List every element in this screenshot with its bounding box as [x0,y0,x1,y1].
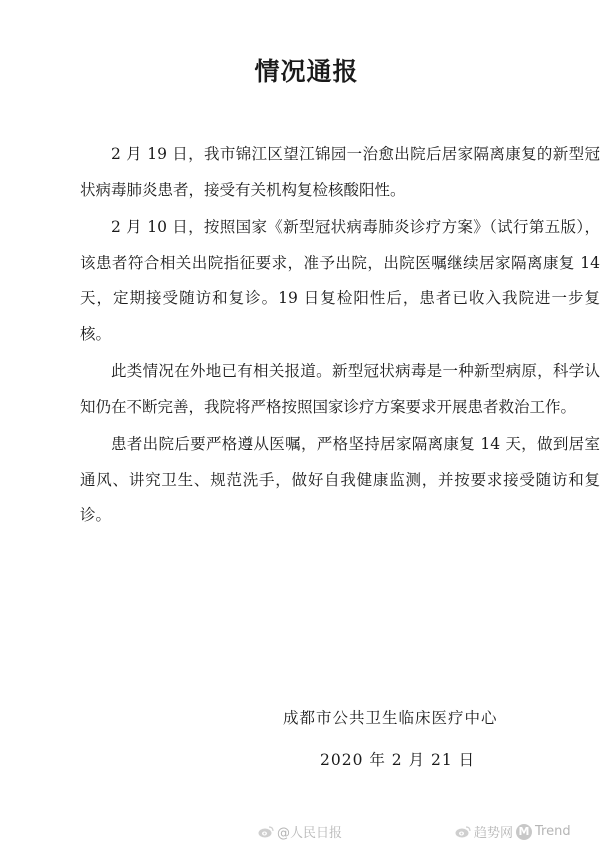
watermark-right [455,822,571,841]
watermark-left-text: @人民日报 [277,826,343,841]
paragraph-4: 患者出院后要严格遵从医嘱，严格坚持居家隔离康复 14 天，做到居室通风、讲究卫生、规范洗手，做好自我健康监测，并按要求接受随访和复诊。 [80,435,600,524]
paragraph-2: 2 月 10 日，按照国家《新型冠状病毒肺炎诊疗方案》（试行第五版），该患者符合相关出院指征要求，准予出院，出院医嘱继续居家隔离康复 14 天，定期接受随访和复诊。19 日复检阳性后，患者已收入我院进一步复核。 [80,218,600,343]
paragraph-3: 此类情况在外地已有相关报道。新型冠状病毒是一种新型病原，科学认知仍在不断完善，我院将严格按照国家诊疗方案要求开展患者救治工作。 [80,362,600,416]
trend-logo-icon: M [516,824,532,840]
weibo-icon [455,826,471,838]
watermark-left [258,822,342,841]
document-body [80,137,600,536]
watermark-right-prefix: 趋势网 [474,826,514,841]
signature-organization: 成都市公共卫生临床医疗中心 [283,709,498,727]
weibo-icon [258,826,274,838]
signature-date: 2020 年 2 月 21 日 [320,751,476,769]
watermark-right-brand: Trend [535,824,571,839]
document-title: 情况通报 [254,57,359,86]
paragraph-1: 2 月 19 日，我市锦江区望江锦园一治愈出院后居家隔离康复的新型冠状病毒肺炎患者，接受有关机构复检核酸阳性。 [80,145,600,199]
